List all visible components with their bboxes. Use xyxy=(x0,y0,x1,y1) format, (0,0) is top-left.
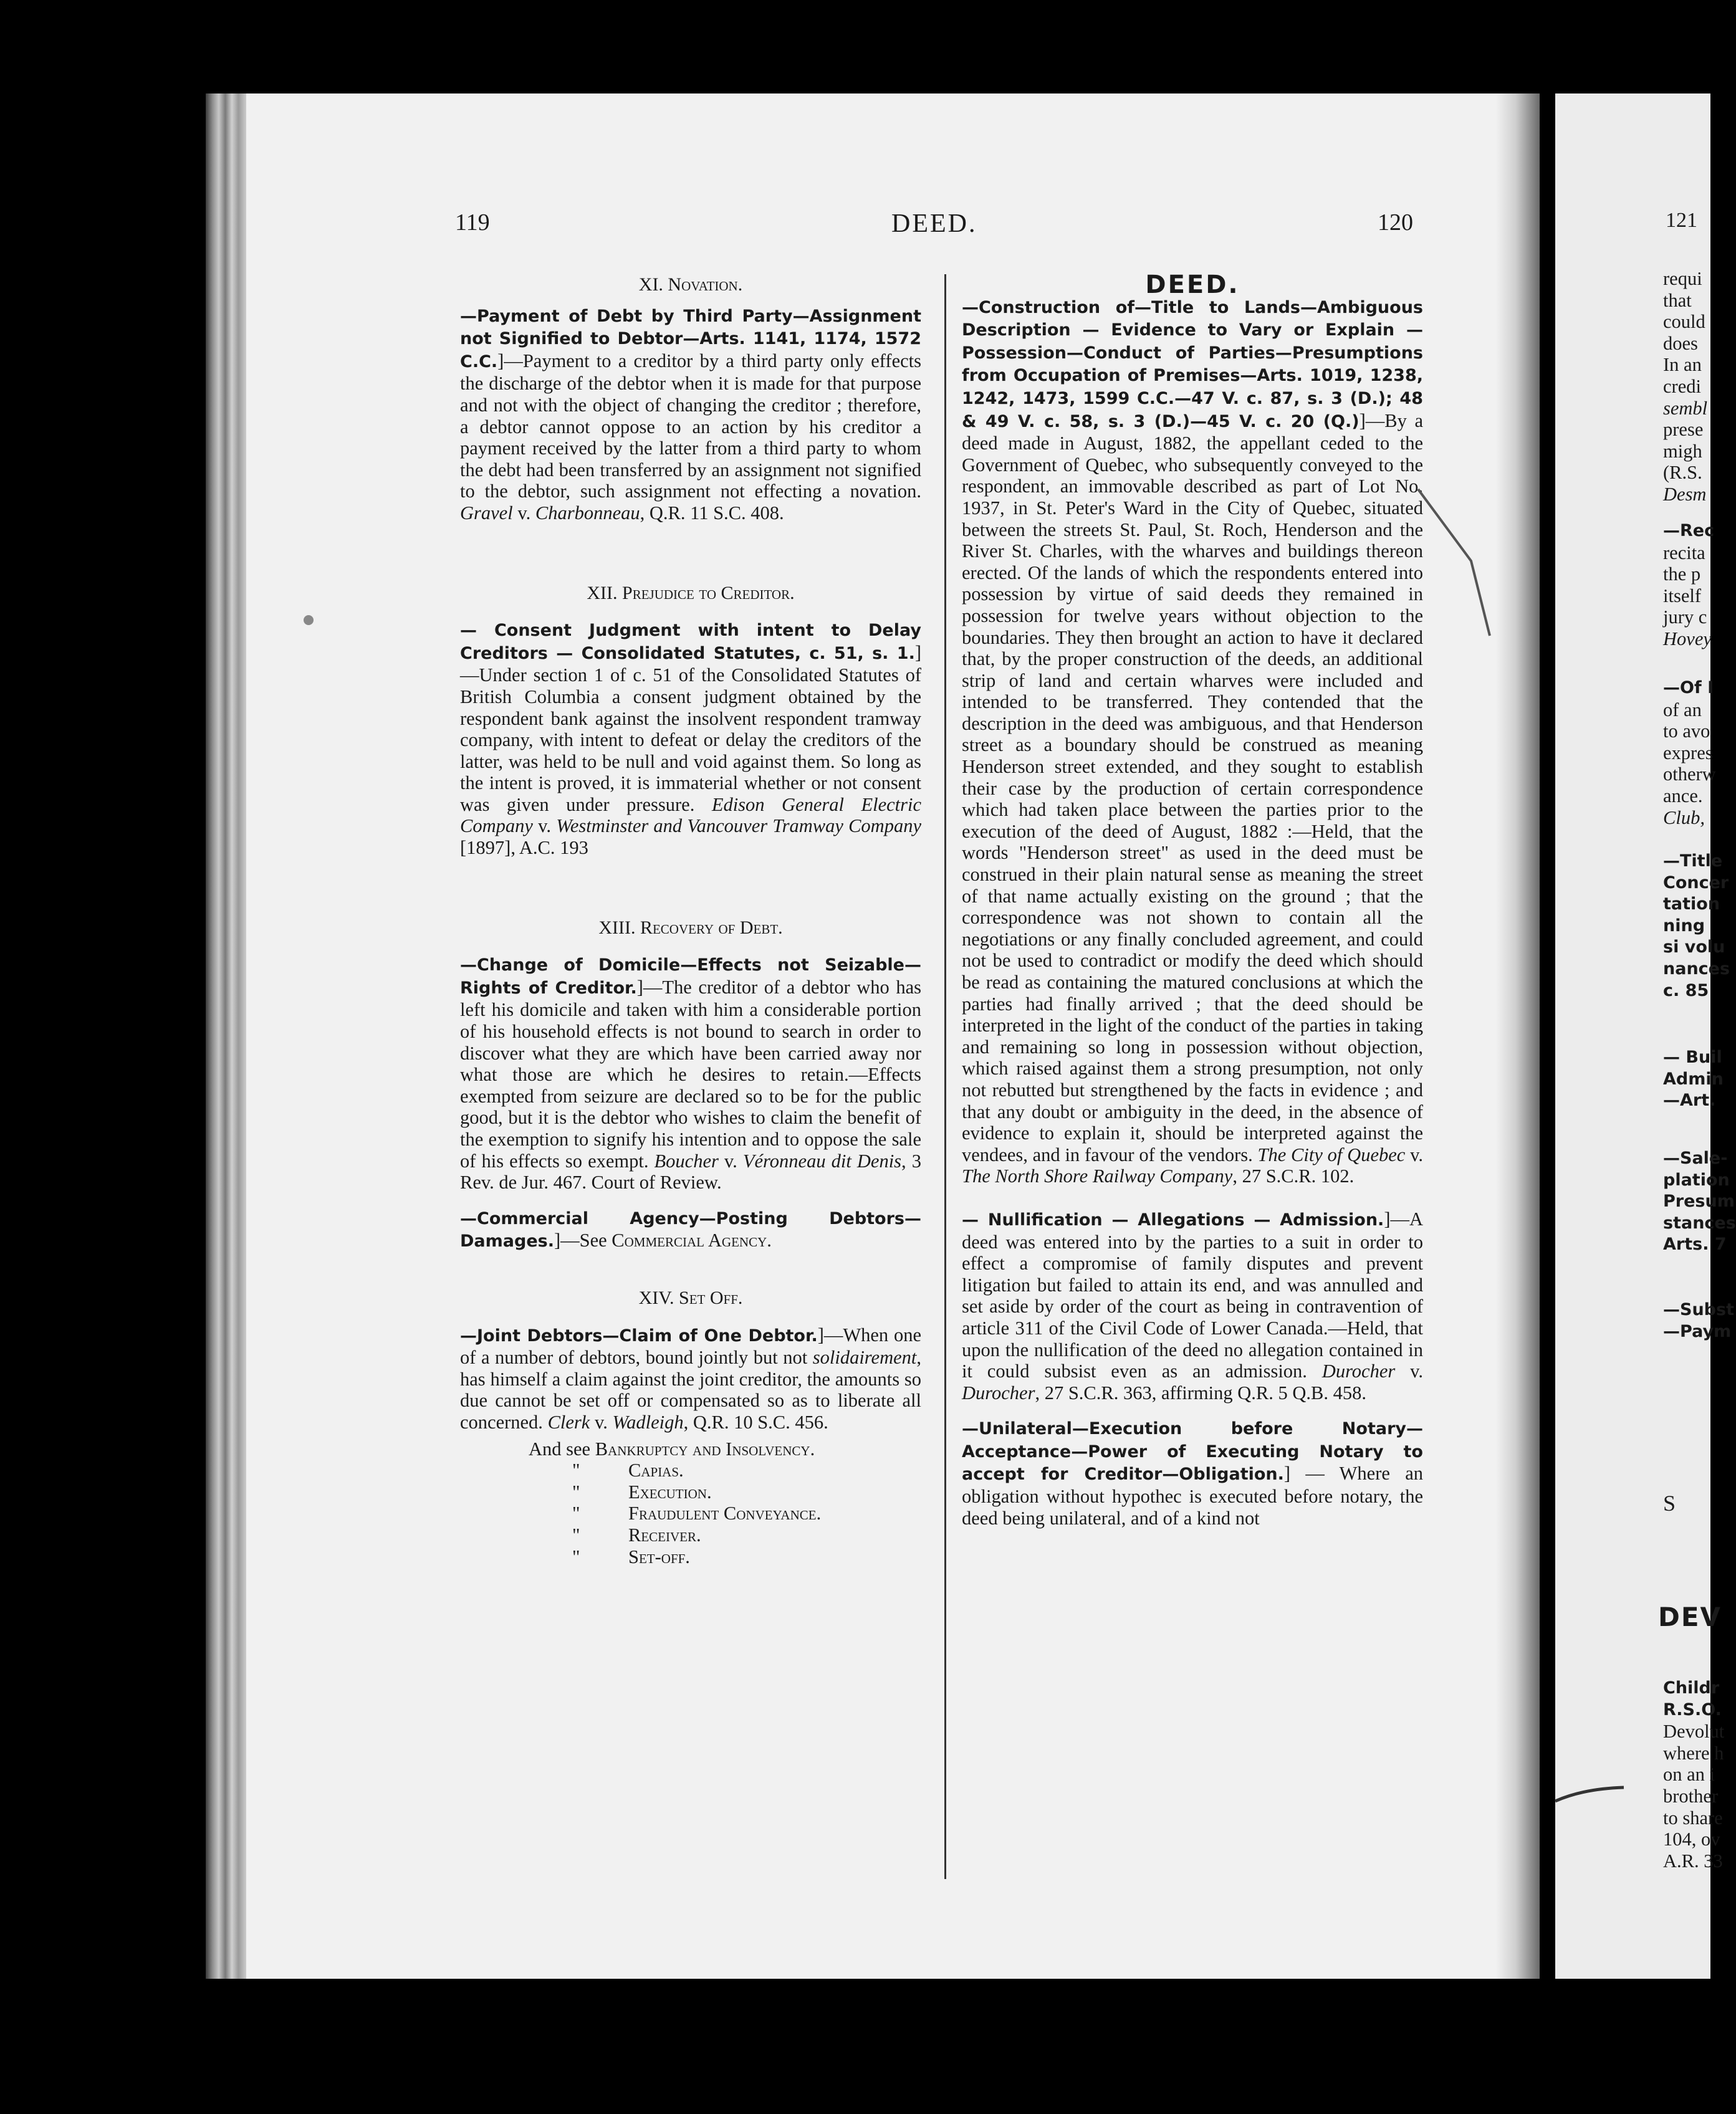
entry-heading: — Nullification — Allegations — Admission. xyxy=(962,1210,1384,1230)
case-versus: v. xyxy=(1395,1361,1424,1382)
pencil-mark xyxy=(1415,486,1502,648)
section-title-novation: XI. Novation. xyxy=(638,274,743,295)
fragment-line: could xyxy=(1663,311,1705,333)
entry-body: ]—A deed was entered into by the parties to a suit in order to effect a compromise of family disputes and prevent litigation but failed to attain its end, and was annulled and set aside by order of the court as being in contravention of article 311 of the Civil Code of Lower Canada.—Held, that upon the nullification of the deed no allegation contained in it could subsist even as an admission. xyxy=(962,1208,1423,1382)
case-versus: v. xyxy=(718,1150,743,1172)
fragment-line: 104, ov xyxy=(1663,1829,1720,1850)
case-party: Véronneau dit Denis xyxy=(742,1150,902,1172)
case-party: Boucher xyxy=(654,1150,719,1172)
fragment-line: does xyxy=(1663,332,1698,354)
fragment-line: otherw xyxy=(1663,763,1716,785)
next-page-number: 121 xyxy=(1666,209,1697,232)
fragment-line: expres xyxy=(1663,742,1713,763)
fragment-line: (R.S. xyxy=(1663,462,1702,484)
entry-commercial-agency xyxy=(460,1207,921,1253)
entry-joint-debtors xyxy=(460,1324,921,1433)
see-also-row xyxy=(460,1524,921,1546)
fragment-line: jury c xyxy=(1663,606,1707,628)
gutter-shadow xyxy=(1496,93,1540,1979)
see-also-row xyxy=(460,1546,921,1568)
fragment-line: on an i xyxy=(1663,1764,1715,1786)
fragment-line: si volu xyxy=(1663,937,1725,957)
fragment-line: Childr xyxy=(1663,1678,1720,1698)
section-title-recovery: XIII. Recovery of Debt. xyxy=(598,917,783,938)
fragment-line: sembl xyxy=(1663,397,1708,419)
fragment-line: Arts. 7 xyxy=(1663,1235,1727,1255)
fragment-line: nances xyxy=(1663,959,1730,978)
fragment-line: tation xyxy=(1663,894,1720,914)
ink-spot xyxy=(299,608,318,633)
case-citation: , 27 S.C.R. 102. xyxy=(1232,1165,1355,1187)
next-page-block xyxy=(1663,851,1730,1002)
fragment-line: requi xyxy=(1663,268,1702,289)
see-also-list xyxy=(460,1438,921,1568)
fragment-line: A.R. 33 xyxy=(1663,1850,1723,1872)
entry-heading: —Joint Debtors—Claim of One Debtor. xyxy=(460,1326,818,1346)
entry-body: ]—Payment to a creditor by a third party only effects the discharge of the debtor when it is made for that purpose and not with the object of changing the creditor ; therefore, a debtor cannot oppose to an action by his creditor a payment received by the latter from a third party to whom the debt had been transferred by an assignment not signified to the debtor, such assignment not effecting a novation. xyxy=(460,350,921,502)
see-also-label: And see xyxy=(529,1438,595,1460)
case-party: Edison General Electric Company xyxy=(460,793,921,837)
case-citation: , 27 S.C.R. 363, affirming Q.R. 5 Q.B. 458. xyxy=(1035,1382,1366,1404)
entry-heading: —Unilateral—Execution before Notary—Acceptance—Power of Executing Notary to accept for Creditor—Obligation. xyxy=(962,1419,1423,1485)
see-also-item: Bankruptcy and Insolvency. xyxy=(595,1438,815,1460)
case-party: Clerk xyxy=(547,1411,590,1433)
fragment-line: that xyxy=(1663,289,1692,311)
next-page-heading: DEV xyxy=(1658,1602,1722,1632)
entry-nullification xyxy=(962,1208,1423,1404)
ditto-mark: " xyxy=(572,1460,580,1481)
case-party: Wadleigh xyxy=(612,1411,684,1433)
right-column xyxy=(962,270,1424,1529)
fragment-line: credi xyxy=(1663,375,1701,397)
fragment-line: c. 85 xyxy=(1663,980,1709,1000)
case-party: Westminster and Vancouver Tramway Company xyxy=(556,815,921,837)
see-also-item: Fraudulent Conveyance. xyxy=(628,1503,822,1524)
fragment-line: —Paym xyxy=(1663,1321,1732,1341)
fragment-line: In an xyxy=(1663,354,1702,376)
next-page-letter: S xyxy=(1663,1491,1676,1516)
fragment-line: plation xyxy=(1663,1170,1730,1190)
fragment-line: R.S.O. xyxy=(1663,1700,1722,1719)
case-party: Durocher xyxy=(1321,1361,1396,1382)
case-versus: v. xyxy=(512,502,535,524)
next-page-block xyxy=(1663,268,1710,505)
see-also-item: Capias. xyxy=(628,1460,684,1481)
running-head-title: DEED. xyxy=(891,209,977,238)
entry-body: , has himself a claim against the joint creditor, the amounts so due cannot be set off or compensated so as to liberate all concerned. xyxy=(460,1347,921,1433)
fragment-line: —Art. xyxy=(1663,1091,1716,1111)
ditto-mark: " xyxy=(572,1546,580,1567)
case-citation: , Q.R. 10 S.C. 456. xyxy=(683,1411,828,1433)
fragment-line: brother xyxy=(1663,1785,1719,1807)
fragment-line: stances xyxy=(1663,1213,1736,1233)
see-also-row xyxy=(460,1460,921,1481)
entry-heading: — Consent Judgment with intent to Delay Creditors — Consolidated Statutes, c. 51, s. 1. xyxy=(460,621,921,663)
see-also-row xyxy=(460,1503,921,1524)
entry-heading: —Payment of Debt by Third Party—Assignment not Signified to Debtor—Arts. 1141, 1174, 1572 C.C. xyxy=(460,306,921,371)
case-versus: v. xyxy=(590,1411,613,1433)
fragment-line: Devolut xyxy=(1663,1721,1725,1743)
see-also-item: Set-off. xyxy=(628,1546,690,1567)
fragment-line: Desm xyxy=(1663,483,1707,505)
fragment-line: of an xyxy=(1663,699,1702,720)
entry-heading: —Change of Domicile—Effects not Seizable—Rights of Creditor. xyxy=(460,955,921,998)
entry-construction xyxy=(962,296,1423,1187)
fragment-line: —Title xyxy=(1663,851,1723,871)
fragment-line: —Of I xyxy=(1663,678,1714,697)
entry-heading: —Construction of—Title to Lands—Ambiguous Description — Evidence to Vary or Explain —Possession—Conduct of Parties—Presumptions from Occupation of Premises—Arts. 1019, 1238, 1242, 1473, 1599 C.C.—47 V. c. 87, s. 3 (D.); 48 & 49 V. c. 58, s. 3 (D.)—45 V. c. 20 (Q.) xyxy=(962,297,1423,431)
fragment-line: Admin xyxy=(1663,1069,1724,1089)
fragment-line: itself xyxy=(1663,585,1701,606)
section-heading-deed: DEED. xyxy=(1145,270,1240,299)
case-party: Charbonneau xyxy=(535,502,640,524)
fragment-line: the p xyxy=(1663,563,1701,585)
fragment-line: Club, xyxy=(1663,806,1705,828)
fragment-line: —Subst xyxy=(1663,1300,1734,1319)
entry-body: ]—The creditor of a debtor who has left his domicile and taken with him a considerable portion of his household effects is not bound to search in order to discover what they are which have been carried away nor what those are which he desires to retain.—Effects exempted from seizure are declared so to be for the public good, but it is the debtor who wishes to claim the benefit of the exemption to signify his intention and to oppose the sale of his effects so exempt. xyxy=(460,976,921,1172)
next-page-block xyxy=(1663,1678,1725,1872)
entry-body-italic: solidairement xyxy=(812,1347,917,1369)
see-also-row xyxy=(460,1481,921,1503)
entry-body: ]—Under section 1 of c. 51 of the Consolidated Statutes of British Columbia a consent judgment obtained by the respondent bank against the insolvent respondent tramway company, with intent to defeat or delay the creditors of the latter, was held to be null and void against them. So long as the intent is proved, it is immaterial whether or not consent was given under pressure. xyxy=(460,641,921,815)
case-party: The North Shore Railway Company xyxy=(962,1165,1233,1187)
fragment-line: to share xyxy=(1663,1807,1723,1829)
fragment-line: recita xyxy=(1663,542,1705,563)
cross-reference: Commercial Agency. xyxy=(611,1230,772,1251)
next-page-block xyxy=(1663,677,1716,828)
left-page-number: 119 xyxy=(455,209,490,236)
case-citation: [1897], A.C. 193 xyxy=(460,837,588,859)
case-citation: , 3 Rev. de Jur. 467. Court of Review. xyxy=(460,1150,921,1193)
entry-unilateral xyxy=(962,1417,1423,1529)
ditto-mark: " xyxy=(572,1524,580,1546)
entry-heading: —Commercial Agency—Posting Debtors—Damages. xyxy=(460,1208,921,1251)
fragment-line: prese xyxy=(1663,419,1704,441)
see-also-item: Execution. xyxy=(628,1481,712,1503)
fragment-line: ning xyxy=(1663,916,1705,935)
entry-body: ] — Where an obligation without hypothec is executed before notary, the deed being unilateral, and of a kind not xyxy=(962,1463,1423,1529)
case-party: Gravel xyxy=(460,502,513,524)
column-divider xyxy=(944,274,946,1879)
entry-payment-of-debt xyxy=(460,305,921,524)
right-page-number: 120 xyxy=(1378,209,1413,236)
fragment-line: —Sale- xyxy=(1663,1149,1728,1168)
next-page-block xyxy=(1663,1148,1736,1256)
fragment-line: Concer xyxy=(1663,873,1729,892)
case-versus: v. xyxy=(532,815,557,837)
fragment-line: to avo xyxy=(1663,720,1710,742)
entry-change-of-domicile xyxy=(460,954,921,1193)
ditto-mark: " xyxy=(572,1481,580,1503)
entry-body: ]—See xyxy=(554,1230,612,1251)
next-page-block xyxy=(1663,520,1715,650)
fragment-line: ance. xyxy=(1663,785,1703,806)
fragment-line: migh xyxy=(1663,440,1702,462)
case-party: The City of Quebec xyxy=(1257,1144,1406,1165)
entry-consent-judgment xyxy=(460,619,921,859)
pencil-mark xyxy=(1552,1782,1627,1807)
case-citation: , Q.R. 11 S.C. 408. xyxy=(640,502,784,524)
ditto-mark: " xyxy=(572,1503,580,1524)
case-party: Durocher xyxy=(962,1382,1035,1404)
section-title-prejudice: XII. Prejudice to Creditor. xyxy=(587,582,795,603)
entry-body: ]—By a deed made in August, 1882, the appellant ceded to the Government of Quebec, who subsequently conveyed to the respondent, an immovable described as part of Lot No. 1937, in St. Peter's Ward in the City of Quebec, situated between the streets St. Paul, St. Roch, Henderson and the River St. Charles, with the wharves and buildings thereon erected. Of the lands of which the respondents entered into possession by virtue of said deeds they remained in possession for twelve years without objection to the boundaries. They then brought an action to have it declared that, by the proper construction of the deeds, an additional strip of land and certain wharves were included and intended to be transferred. They contended that the description in the deed was ambiguous, and that Henderson street as a boundary should be construed as meaning Henderson street extended, and they sought to establish their case by the production of certain correspondence which had taken place between the parties prior to the execution of the deed of August, 1882 :—Held, that the words "Henderson street" as used in the deed must be construed in their plain natural sense as meaning the street of that name actually existing on the ground ; that the correspondence was not shown to contain all the negotiations or any finally concluded agreement, and could not be used to contradict or modify the deed which should be read as containing the matured conclusions at which the parties had finally arrived ; that the deed should be interpreted in the light of the conduct of the parties in taking and remaining so long in possession without objection, which raised against them a strong presumption, not only not rebutted but strengthened by the facts in evidence ; and that any doubt or ambiguity in the deed, in the absence of evidence to explain it, should be interpreted against the vendees, and in favour of the vendors. xyxy=(962,409,1423,1165)
fragment-line: — Buil xyxy=(1663,1048,1722,1067)
section-title-set-off: XIV. Set Off. xyxy=(638,1287,743,1308)
next-page-block xyxy=(1663,1299,1734,1342)
fragment-line: —Rec xyxy=(1663,521,1715,540)
see-also-lead xyxy=(460,1438,921,1460)
fragment-line: Hovey xyxy=(1663,628,1712,649)
left-column xyxy=(460,274,921,1567)
see-also-item: Receiver. xyxy=(628,1524,701,1546)
fragment-line: where h xyxy=(1663,1742,1724,1764)
entry-body: ]—When one of a number of debtors, bound jointly but not xyxy=(460,1324,921,1369)
next-page-block xyxy=(1663,1047,1724,1112)
book-page-edges xyxy=(206,93,249,1979)
fragment-line: Presum xyxy=(1663,1192,1735,1212)
case-versus: v. xyxy=(1405,1144,1423,1165)
